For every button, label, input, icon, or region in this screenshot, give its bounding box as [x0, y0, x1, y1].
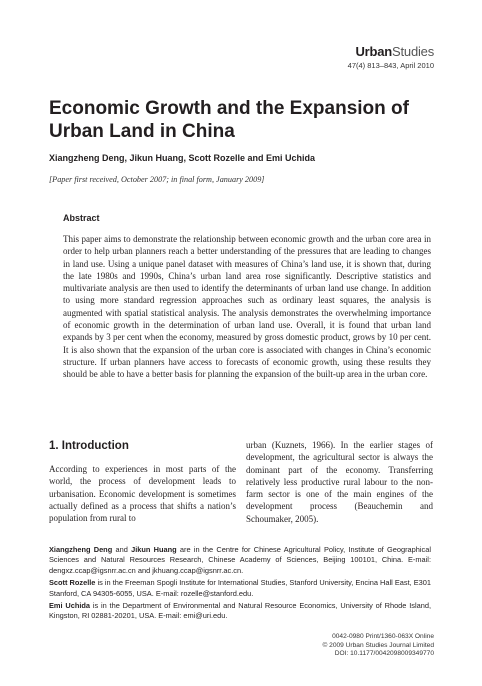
publication-footer [322, 633, 434, 659]
abstract-heading: Abstract [63, 213, 100, 223]
affiliation-name: Scott Rozelle [49, 578, 96, 588]
introduction-left-column: According to experiences in most parts of the world, the process of development leads to urbanisation. Economic development is sometimes actually defined as a process that shifts a nation’s population from rural to [49, 464, 236, 524]
journal-logo [355, 44, 434, 59]
abstract-text: This paper aims to demonstrate the relationship between economic growth and the urban core area in order to help urban planners reach a better understanding of the pressures that are leading to changes in land use. Using a unique panel dataset with measures of China’s land use, it is shown that, during the late 1980s and 1990s, China’s urban land area rose significantly. Descriptive statistics and multivariate analysis are then used to identify the determinants of urban land use change. In addition to using more standard regression approaches such as ordinary least squares, the analysis is augmented with spatial statistical analysis. The analysis demonstrates the overwhelming importance of economic growth in the determination of urban land use. Overall, it is found that urban land expands by 3 per cent when the economy, measured by gross domestic product, grows by 10 per cent. It is also shown that the expansion of the urban core is associated with changes in China’s economic structure. If urban planners have access to forecasts of economic growth, using these results they should be able to have a better basis for planning the expansion of the built-up area in the urban core. [63, 234, 431, 380]
affiliation-text: is in the Freeman Spogli Institute for International Studies, Stanford University, Encina Hall East, E301 Stanford, CA 94305-6055, USA. E-mail: rozelle@stanford.edu. [49, 578, 431, 598]
affiliation-connector: and [112, 545, 132, 554]
introduction-right-column: urban (Kuznets, 1966). In the earlier stages of development, the agricultural sector is always the dominant part of the economy. Transferring relatively less productive rural labour to the non-farm sector is one of the main engines of the development process (Beauchemin and Schoumaker, 2005). [246, 440, 433, 524]
journal-logo-part2: Studies [392, 44, 434, 59]
affiliation-text: is in the Department of Environmental and Natural Resource Economics, University of Rhode Island, Kingston, RI 02881-20201, USA. E-mail: emi@uri.edu. [49, 601, 431, 621]
issn-line: 0042-0980 Print/1360-063X Online [332, 633, 434, 640]
introduction-heading: 1. Introduction [49, 440, 129, 452]
affiliation-text: are in the Centre for Chinese Agricultural Policy, Institute of Geographical Sciences and Natural Resources Research, Chinese Academy of Sciences, Beijing 100101, China. E-mail: dengxz.ccap@igsnrr.ac.cn and jkhuang.ccap@igsnrr.ac.cn. [49, 545, 431, 575]
article-title: Economic Growth and the Expansion of Urban Land in China [49, 98, 409, 142]
journal-logo-part1: Urban [355, 44, 393, 59]
affiliation-uchida [49, 601, 431, 622]
article-authors: Xiangzheng Deng, Jikun Huang, Scott Rozelle and Emi Uchida [49, 153, 316, 163]
affiliation-name: Jikun Huang [131, 545, 177, 554]
received-dates: [Paper first received, October 2007; in final form, January 2009] [49, 175, 265, 184]
journal-issue-info: 47(4) 813–843, April 2010 [347, 61, 434, 70]
doi-line: DOI: 10.1177/0042098009349770 [334, 650, 434, 658]
affiliation-deng-huang [49, 545, 431, 576]
affiliation-name: Emi Uchida [49, 601, 91, 611]
affiliation-rozelle [49, 578, 431, 599]
affiliation-name: Xiangzheng Deng [49, 545, 113, 554]
author-affiliations [49, 545, 431, 624]
copyright-line: © 2009 Urban Studies Journal Limited [322, 641, 434, 649]
